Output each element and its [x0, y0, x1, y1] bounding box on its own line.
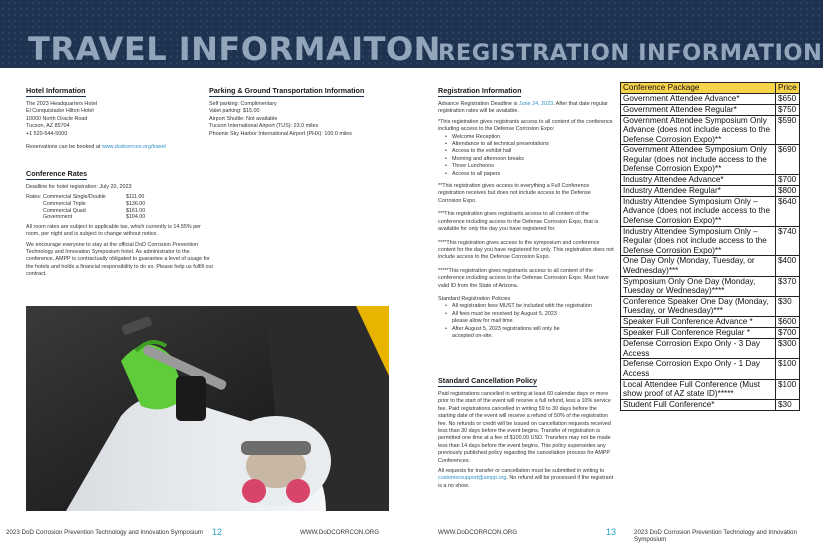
rates-section: [26, 163, 216, 279]
rates-label: Rates:: [26, 194, 42, 201]
package-name: Government Attendee Regular*: [621, 104, 776, 115]
price-row: [621, 104, 800, 115]
package-price: $740: [776, 226, 800, 256]
hotel-line: Tucson, AZ 85704: [26, 123, 70, 130]
package-price: $400: [776, 256, 800, 276]
package-name: Defense Corrosion Expo Only - 3 Day Access: [621, 339, 776, 359]
travel-title: TRAVEL INFORMAITON: [28, 30, 441, 68]
package-name: Industry Attendee Regular*: [621, 186, 776, 197]
rates-row: [26, 208, 145, 215]
rate-name: Government: [43, 214, 73, 221]
benefit-item: • Attendance to all technical presentations: [438, 141, 614, 148]
rate-price: $111.00: [126, 194, 145, 201]
price-row: [621, 115, 800, 145]
rates-table: [26, 194, 145, 220]
parking-line: Phoenix Sky Harbor International Airport (PHX): 100.0 miles: [209, 130, 352, 137]
benefit-item: • Access to all papers: [438, 171, 614, 178]
package-name: Speaker Full Conference Regular *: [621, 328, 776, 339]
price-row: [621, 93, 800, 104]
rate-price: $136.00: [126, 201, 146, 207]
footer-url-left[interactable]: WWW.DoDCORRCON.ORG: [300, 529, 380, 536]
parking-line: Tucson International Airport (TUS): 23.0 miles: [209, 123, 319, 130]
registration-deadline: [438, 101, 614, 116]
painter-illustration: [26, 306, 389, 511]
benefit-item: • Welcome Reception: [438, 134, 614, 141]
hotel-line: El Conquistador Hilton Hotel: [26, 108, 94, 115]
cancellation-transfer: [438, 468, 614, 490]
rate-name: Commercial Single/Double: [43, 194, 106, 201]
rates-heading: Conference Rates: [26, 169, 88, 178]
price-row: [621, 276, 800, 296]
deadline-suffix: . After that date regular registration rates will be available.: [438, 101, 608, 115]
price-row: [621, 400, 800, 411]
package-name: One Day Only (Monday, Tuesday, or Wednesday)***: [621, 256, 776, 276]
package-price: $100: [776, 379, 800, 399]
registration-section: [438, 80, 614, 340]
package-price: $690: [776, 145, 800, 175]
footer-url-right[interactable]: WWW.DoDCORRCON.ORG: [438, 529, 518, 536]
package-price: $640: [776, 196, 800, 226]
policy-item: • All fees must be received by August 5, 2023 please allow for mail time.: [438, 311, 614, 326]
policies-list: [438, 303, 614, 340]
price-row: [621, 359, 800, 379]
price-row: [621, 256, 800, 276]
deadline-date: June 24, 2023: [518, 101, 554, 107]
booking-link[interactable]: www.dodcorrcon.org/travel: [101, 144, 166, 151]
rate-price: $104.00: [126, 214, 146, 221]
parking-heading: Parking & Ground Transportation Information: [209, 86, 365, 95]
price-row: [621, 297, 800, 317]
transfer-suffix: . No refund will be processed if the registrant is a no show.: [438, 475, 614, 489]
price-row: [621, 196, 800, 226]
price-row: [621, 226, 800, 256]
price-row: [621, 379, 800, 399]
benefit-item: • Three Luncheons: [438, 163, 614, 170]
hotel-booking: [26, 144, 201, 151]
footnote-3: ***This registration gives registrants access to all content of the conference including access to the Defense Corrosion Expo, that is available for only the day you have registered for.: [438, 211, 599, 233]
price-table: [620, 82, 800, 411]
price-row: [621, 317, 800, 328]
package-price: $600: [776, 317, 800, 328]
rate-price: $161.00: [126, 207, 146, 214]
registration-title: REGISTRATION INFORMATION: [438, 40, 823, 66]
hotel-line: The 2023 Headquarters Hotel: [26, 101, 98, 107]
rate-name: Commercial Triple: [43, 201, 86, 207]
hotel-line: +1 520-544-5000: [26, 130, 68, 137]
parking-line: Airport Shuttle: Not available: [209, 115, 278, 122]
parking-line: Self parking: Complimentary: [209, 101, 277, 107]
package-price: $590: [776, 115, 800, 145]
package-price: $300: [776, 339, 800, 359]
package-price: $100: [776, 359, 800, 379]
package-name: Local Attendee Full Conference (Must show proof of AZ state ID)*****: [621, 379, 776, 399]
policy-item: • All registration fees MUST be included with the registration: [438, 303, 614, 310]
registration-heading: Registration Information: [438, 86, 522, 95]
package-name: Industry Attendee Symposium Only – Regular (does not include access to the Defense Corrosion Expo)**: [621, 226, 776, 256]
rates-row: [26, 194, 145, 201]
benefit-item: • Morning and afternoon breaks: [438, 156, 614, 163]
package-price: $650: [776, 93, 800, 104]
cancellation-body: Paid registrations cancelled in writing at least 60 calendar days or more prior to the start of the event will receive a full refund, less a 10% service fee. Paid registrations cancelled in writing 59 to 30 days before the starting date of the event will receive a refund of 50% of the registration fee. No refunds or credit will be issued on cancellation requests received less than 30 days before the event begins. Transfer of registration is permitted one time at a fee of $100.00 USD. Transfers may not be made less than 14 days before the event begins. This policy supersedes any previously published policy regarding the cancellation process for AMPP Conferences.: [438, 391, 611, 464]
footer-event-right: 2023 DoD Corrosion Prevention Technology and Innovation Symposium: [634, 529, 797, 543]
hotel-line: 10000 North Oracle Road: [26, 115, 88, 122]
transfer-prefix: All requests for transfer or cancellation must be submitted in writing to: [438, 468, 605, 475]
footnote-5: *****This registration gives registrants access to all content of the conference including access to the Defense Corrosion Expo. Must have valid ID from the State of Arizona.: [438, 267, 609, 289]
price-row: [621, 145, 800, 175]
header-price: Price: [776, 83, 800, 94]
footnote-1: *This registration gives registrants access to all content of the conference including access to the Defense Corrosion Expo:: [438, 118, 613, 133]
package-price: $750: [776, 104, 800, 115]
rates-note-contract: We encourage everyone to stay at the official DoD Corrosion Prevention Technology and Innovation Symposium hotel. As administrator to the conference, AMPP is contractually obligated to guarantee a level of usage for the hotels and holds a financial responsibility to do so. Please help us fulfill our contract.: [26, 241, 214, 278]
package-name: Government Attendee Symposium Only Regular (does not include access to the Defense Corrosion Expo)**: [621, 145, 776, 175]
deadline-prefix: Advance Registration Deadline is: [438, 101, 519, 107]
package-price: $370: [776, 276, 800, 296]
price-row: [621, 339, 800, 359]
package-name: Speaker Full Conference Advance *: [621, 317, 776, 328]
parking-lines: [209, 101, 389, 138]
rates-row: [26, 201, 145, 208]
package-price: $30: [776, 400, 800, 411]
package-name: Conference Speaker One Day (Monday, Tuesday, or Wednesday)***: [621, 297, 776, 317]
package-name: Government Attendee Advance*: [621, 93, 776, 104]
package-price: $700: [776, 175, 800, 186]
page-number-right: 13: [606, 527, 617, 537]
footnote-2: **This registration gives access to everything a Full Conference registration receives but does not include access to the Defense Corrosion Expo.: [438, 183, 591, 204]
package-name: Defense Corrosion Expo Only - 1 Day Access: [621, 359, 776, 379]
rates-row: [26, 214, 145, 221]
footnote-4: ****This registration gives access to the symposium and conference content for the day you have registered for only. This registration does not include access to the Defense Corrosion Expo.: [438, 239, 614, 261]
package-price: $700: [776, 328, 800, 339]
hotel-lines: [26, 101, 201, 138]
cancellation-heading: Standard Cancellation Policy: [438, 376, 538, 385]
rate-name: Commercial Quad: [43, 207, 86, 214]
package-name: Student Full Conference*: [621, 400, 776, 411]
hotel-section: [26, 80, 201, 151]
rates-deadline: Deadline for hotel registration: July 20, 2023: [26, 184, 132, 190]
page-number-left: 12: [212, 527, 223, 537]
package-name: Industry Attendee Symposium Only – Advance (does not include access to the Defense Corrosion Expo)**: [621, 196, 776, 226]
footer-event-left: 2023 DoD Corrosion Prevention Technology and Innovation Symposium: [6, 529, 203, 536]
header-package: Conference Package: [621, 83, 776, 94]
cancellation-section: [438, 370, 614, 490]
price-row: [621, 328, 800, 339]
price-row: [621, 175, 800, 186]
package-name: Government Attendee Symposium Only Advance (does not include access to the Defense Corrosion Expo)**: [621, 115, 776, 145]
support-email-link[interactable]: customersupport@ampp.org: [438, 475, 507, 482]
hotel-heading: Hotel Information: [26, 86, 86, 95]
painter-photo: [26, 306, 389, 511]
package-name: Industry Attendee Advance*: [621, 175, 776, 186]
booking-text: Reservations can be booked at: [26, 144, 102, 151]
package-price: $800: [776, 186, 800, 197]
policies-heading: Standard Registration Policies: [438, 295, 511, 302]
policy-item: • After August 5, 2023 registrations will only be accepted on-site.: [438, 326, 614, 341]
benefit-item: • Access to the exhibit hall: [438, 148, 614, 155]
rates-note-tax: All room rates are subject to applicable tax, which currently is 14.55% per room, per night and is subject to change without notice.: [26, 223, 201, 238]
header-banner: [0, 0, 823, 68]
parking-section: [209, 80, 389, 138]
price-table-header: [621, 83, 800, 94]
benefit-list: [438, 134, 614, 178]
parking-line: Valet parking: $15.00: [209, 108, 260, 115]
package-name: Symposium Only One Day (Monday, Tuesday or Wednesday)****: [621, 276, 776, 296]
price-row: [621, 186, 800, 197]
package-price: $30: [776, 297, 800, 317]
